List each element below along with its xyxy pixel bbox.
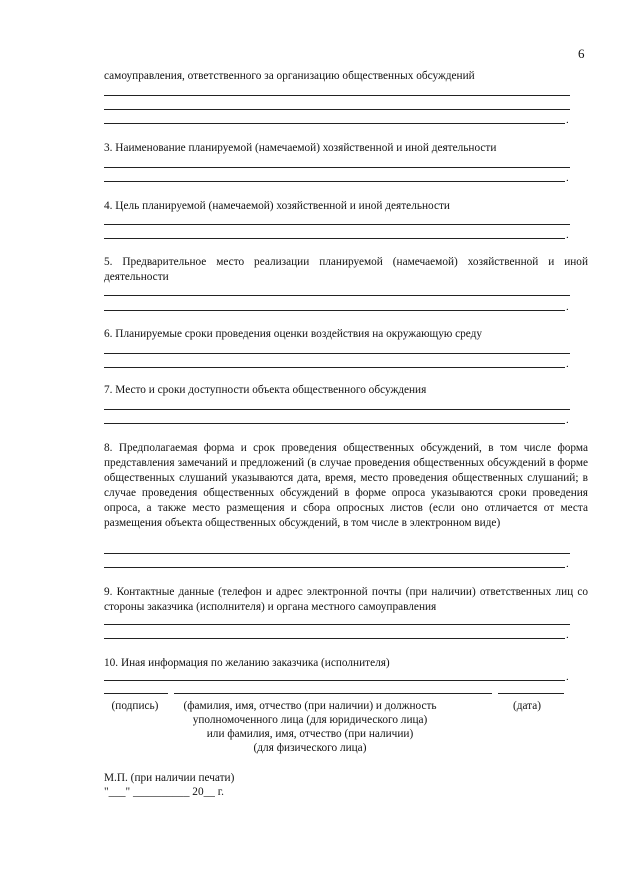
fill-line	[104, 123, 565, 124]
fill-line	[104, 680, 565, 681]
signature-caption: (подпись)	[111, 700, 159, 712]
signature-line	[104, 693, 168, 694]
fill-line	[104, 567, 565, 568]
name-caption-line-1: (фамилия, имя, отчество (при наличии) и должность	[183, 700, 437, 712]
page-number: 6	[578, 46, 585, 61]
line-end-mark: .	[566, 114, 569, 126]
line-end-mark: .	[566, 629, 569, 641]
fill-line	[104, 181, 565, 182]
fill-line	[104, 109, 570, 110]
section-7-heading: 7. Место и сроки доступности объекта общественного обсуждения	[104, 384, 427, 396]
line-end-mark: .	[566, 229, 569, 241]
section-3-heading: 3. Наименование планируемой (намечаемой) хозяйственной и иной деятельности	[104, 142, 497, 154]
fill-line	[104, 238, 565, 239]
name-line	[174, 693, 492, 694]
line-end-mark: .	[566, 414, 569, 426]
fill-line	[104, 310, 565, 311]
line-end-mark: .	[566, 301, 569, 313]
fill-line	[104, 409, 570, 410]
section-2-continuation: самоуправления, ответственного за организацию общественных обсуждений	[104, 70, 475, 82]
fill-line	[104, 95, 570, 96]
date-line	[498, 693, 564, 694]
fill-line	[104, 638, 565, 639]
line-end-mark: .	[566, 172, 569, 184]
fill-line	[104, 367, 565, 368]
fill-line	[104, 295, 570, 296]
name-caption-line-3: или фамилия, имя, отчество (при наличии)	[206, 728, 414, 740]
section-8-heading: 8. Предполагаемая форма и срок проведения общественных обсуждений, в том числе форма представления замечаний и предложений (в случае проведения общественных обсуждений в форме общественных слушаний указываются дата, время, место проведения общественных слушаний; в случае проведения общественных обсуждений в форме опроса указываются сроки проведения опроса, а также место размещения и сбора опросных листов (если оно отличается от места размещения объекта общественных обсуждений, в том числе в электронном виде)	[104, 442, 588, 529]
fill-line	[104, 224, 570, 225]
fill-line	[104, 423, 565, 424]
section-10-heading: 10. Иная информация по желанию заказчика (исполнителя)	[104, 657, 390, 669]
section-4-heading: 4. Цель планируемой (намечаемой) хозяйственной и иной деятельности	[104, 200, 450, 212]
line-end-mark: .	[566, 358, 569, 370]
section-9-heading: 9. Контактные данные (телефон и адрес электронной почты (при наличии) ответственных лиц со стороны заказчика (исполнителя) и органа местного самоуправления	[104, 586, 588, 613]
fill-line	[104, 167, 570, 168]
name-caption-line-4: (для физического лица)	[253, 742, 367, 754]
section-6-heading: 6. Планируемые сроки проведения оценки воздействия на окружающую среду	[104, 328, 483, 340]
name-caption-line-2: уполномоченного лица (для юридического лица)	[192, 714, 428, 726]
fill-line	[104, 624, 570, 625]
date-caption: (дата)	[512, 700, 542, 712]
fill-line	[104, 353, 570, 354]
date-fill-line: "___" __________ 20__ г.	[104, 786, 224, 798]
section-5-heading: 5. Предварительное место реализации планируемой (намечаемой) хозяйственной и иной деятельности	[104, 256, 588, 283]
line-end-mark: .	[566, 558, 569, 570]
line-end-mark: .	[566, 671, 569, 683]
stamp-note: М.П. (при наличии печати)	[104, 772, 235, 784]
fill-line	[104, 553, 570, 554]
